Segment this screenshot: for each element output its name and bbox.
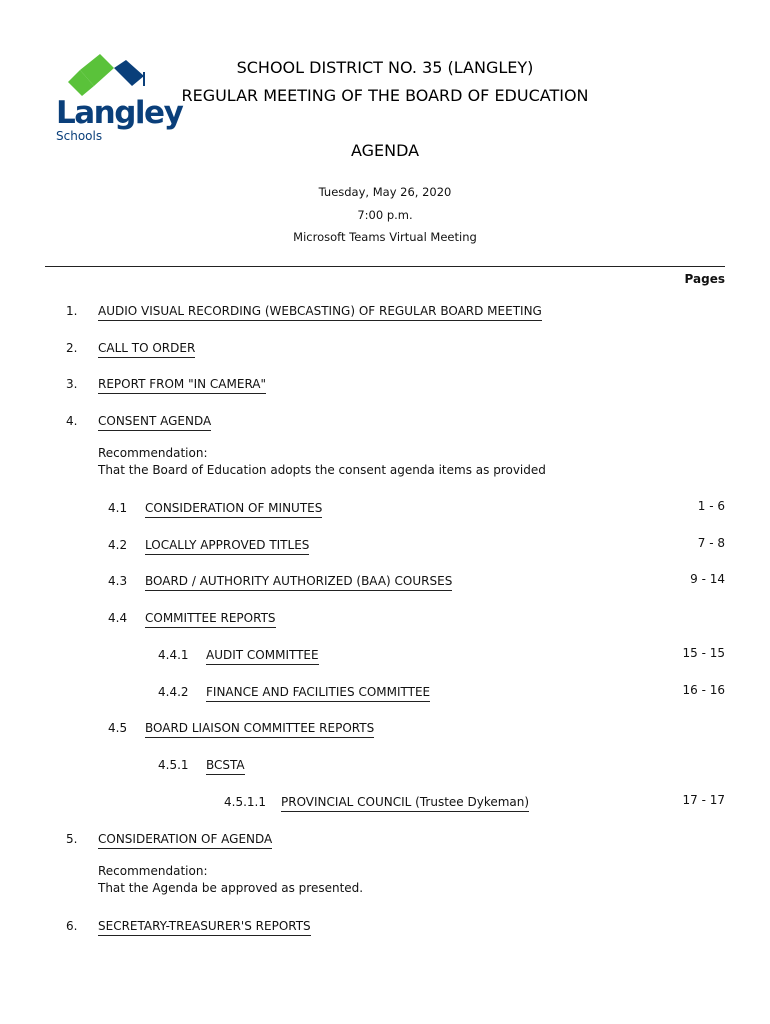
- agenda-item-link[interactable]: BOARD / AUTHORITY AUTHORIZED (BAA) COURSES: [145, 574, 452, 591]
- agenda-item-link[interactable]: SECRETARY-TREASURER'S REPORTS: [98, 919, 311, 936]
- item-number: 4.4: [108, 611, 128, 625]
- item-number: 1.: [66, 304, 78, 318]
- district-title: SCHOOL DISTRICT NO. 35 (LANGLEY): [236, 58, 534, 77]
- agenda-item-link[interactable]: CONSIDERATION OF MINUTES: [145, 501, 322, 518]
- page-range: 1 - 6: [697, 499, 725, 513]
- meeting-title: REGULAR MEETING OF THE BOARD OF EDUCATION: [181, 86, 589, 105]
- logo-subtext: Schools: [56, 129, 103, 143]
- page-range: 17 - 17: [682, 793, 725, 807]
- item-number: 4.1: [108, 501, 128, 515]
- agenda-item-link[interactable]: FINANCE AND FACILITIES COMMITTEE: [206, 685, 430, 702]
- item-number: 4.5.1.1: [224, 795, 266, 809]
- agenda-item-link[interactable]: BCSTA: [206, 758, 245, 775]
- item-number: 6.: [66, 919, 78, 933]
- agenda-item-link[interactable]: REPORT FROM "IN CAMERA": [98, 377, 266, 394]
- agenda-item-link[interactable]: LOCALLY APPROVED TITLES: [145, 538, 309, 555]
- item-number: 4.5.1: [158, 758, 189, 772]
- item-number: 4.5: [108, 721, 128, 735]
- agenda-title: AGENDA: [350, 141, 420, 160]
- header-divider: [45, 266, 725, 267]
- pages-column-header: Pages: [684, 272, 725, 286]
- meeting-time: 7:00 p.m.: [357, 208, 413, 222]
- recommendation-label: Recommendation:: [98, 446, 208, 460]
- item-number: 4.4.2: [158, 685, 189, 699]
- logo-wordmark: Langley: [56, 95, 183, 131]
- item-number: 5.: [66, 832, 78, 846]
- item-number: 4.2: [108, 538, 128, 552]
- item-number: 4.3: [108, 574, 128, 588]
- meeting-date: Tuesday, May 26, 2020: [318, 185, 452, 199]
- page-range: 16 - 16: [682, 683, 725, 697]
- agenda-item-link[interactable]: CONSIDERATION OF AGENDA: [98, 832, 272, 849]
- agenda-item-link[interactable]: CALL TO ORDER: [98, 341, 195, 358]
- agenda-item-link[interactable]: CONSENT AGENDA: [98, 414, 211, 431]
- agenda-item-link[interactable]: BOARD LIAISON COMMITTEE REPORTS: [145, 721, 374, 738]
- recommendation-label: Recommendation:: [98, 864, 208, 878]
- item-number: 4.: [66, 414, 78, 428]
- meeting-location: Microsoft Teams Virtual Meeting: [293, 230, 477, 244]
- item-number: 2.: [66, 341, 78, 355]
- agenda-item-link[interactable]: AUDIT COMMITTEE: [206, 648, 319, 665]
- recommendation-text: That the Agenda be approved as presented.: [98, 881, 364, 895]
- page-range: 7 - 8: [697, 536, 725, 550]
- item-number: 4.4.1: [158, 648, 189, 662]
- agenda-item-link[interactable]: PROVINCIAL COUNCIL (Trustee Dykeman): [281, 795, 529, 812]
- agenda-item-link[interactable]: COMMITTEE REPORTS: [145, 611, 276, 628]
- recommendation-text: That the Board of Education adopts the consent agenda items as provided: [98, 463, 546, 477]
- agenda-item-link[interactable]: AUDIO VISUAL RECORDING (WEBCASTING) OF REGULAR BOARD MEETING: [98, 304, 542, 321]
- item-number: 3.: [66, 377, 78, 391]
- page-range: 15 - 15: [682, 646, 725, 660]
- page-range: 9 - 14: [690, 572, 725, 586]
